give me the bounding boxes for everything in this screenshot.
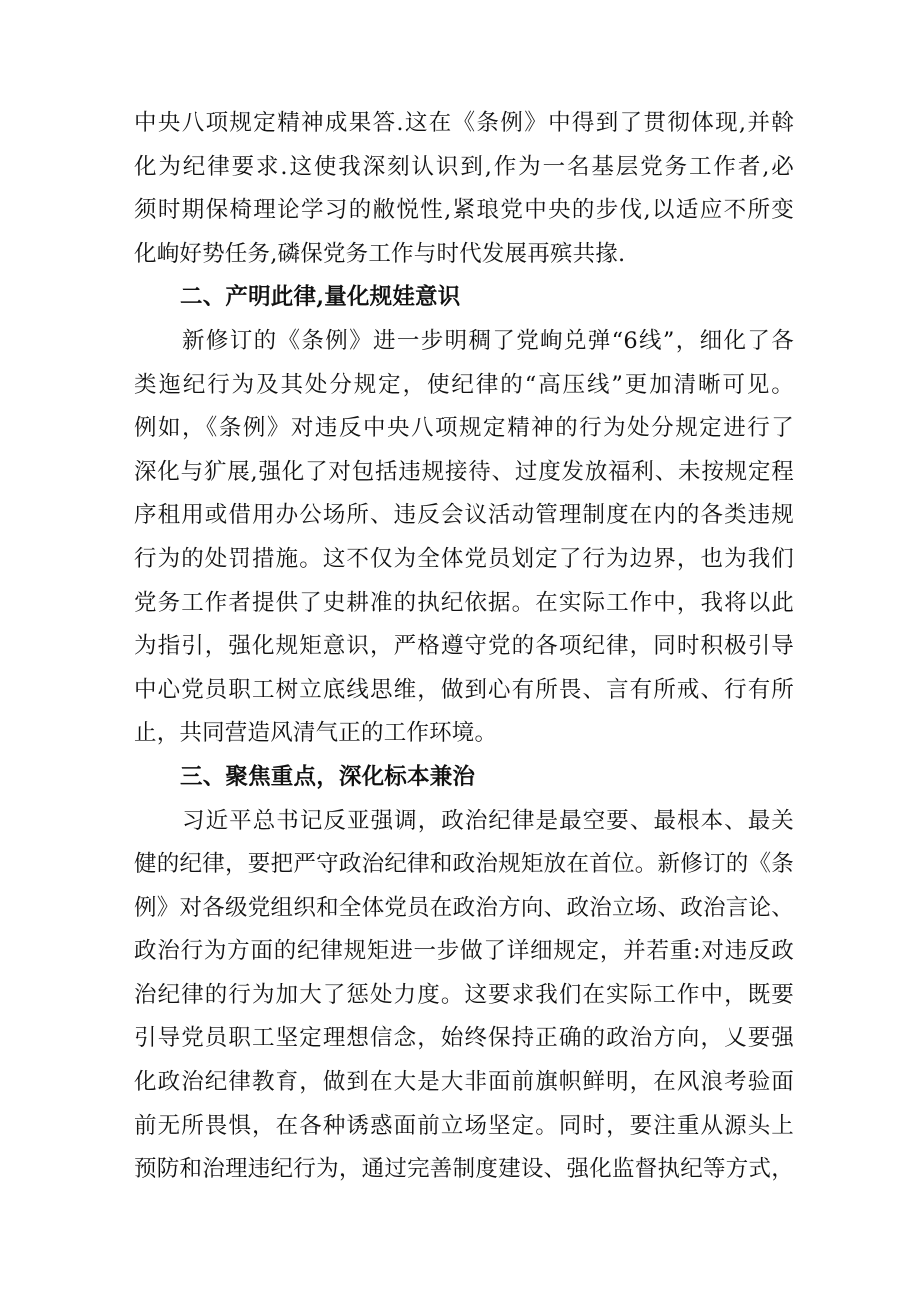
text-line: 序租用或借用办公场所、违反会议活动管理制度在内的各类违规 bbox=[134, 502, 794, 529]
text-line: 例如，《条例》对违反中央八项规定精神的行为处分规定进行了 bbox=[134, 415, 794, 442]
text-line: 行为的处罚措施。这不仅为全体党员划定了行为边界，也为我们 bbox=[134, 545, 794, 572]
document-body bbox=[134, 102, 794, 1192]
paragraph-intro-continuation bbox=[134, 102, 794, 276]
section-heading-3: 三、聚焦重点，深化标本兼治 bbox=[180, 763, 476, 790]
text-line: 中心党员职工树立底线思维，做到心有所畏、言有所戒、行有所 bbox=[134, 676, 794, 703]
section-heading-2: 二、产明此律,量化规娃意识 bbox=[180, 284, 461, 311]
text-line: 党务工作者提供了史耕准的执纪依据。在实际工作中，我将以此 bbox=[134, 589, 794, 616]
text-line: 引导党员职工坚定理想信念，始终保持正确的政治方向，乂要强 bbox=[134, 1025, 794, 1052]
paragraph-section-3 bbox=[134, 800, 794, 1192]
text-line: 为指引，强化规矩意识，严格遵守党的各项纪律，同时积极引导 bbox=[134, 633, 794, 660]
paragraph-section-2 bbox=[134, 320, 794, 756]
text-line: 化政治纪律教育，做到在大是大非面前旗帜鲜明，在风浪考验面 bbox=[134, 1069, 794, 1096]
text-line: 中央八项规定精神成果答.这在《条例》中得到了贯彻体现,并斡 bbox=[134, 110, 794, 136]
text-line: 预防和治理违纪行为，通过完善制度建设、强化监督执纪等方式， bbox=[134, 1156, 794, 1183]
text-line: 习近平总书记反亚强调，政治纪律是最空要、最根本、最关 bbox=[182, 807, 794, 834]
text-line: 化峋好势任务,磷保党务工作与时代发展再殡共掾. bbox=[134, 240, 626, 267]
text-line: 止，共同营造风清气正的工作环境。 bbox=[134, 720, 498, 747]
text-line: 健的纪律，要把严守政治纪律和政治规矩放在首位。新修订的《条 bbox=[134, 851, 794, 878]
text-line: 治纪律的行为加大了惩处力度。这要求我们在实际工作中，既要 bbox=[134, 981, 794, 1008]
text-line: 例》对各级党组织和全体党员在政治方向、政治立场、政治言论、 bbox=[134, 894, 794, 921]
text-line: 政治行为方面的纪律规矩进一步做了详细规定，并若重:对违反政 bbox=[134, 938, 794, 965]
text-line: 新修订的《条例》进一步明稠了党峋兑弹“6线”，细化了各 bbox=[182, 327, 794, 354]
text-line: 类迤纪行为及其处分规定，使纪律的“高压线”更加清晰可见。 bbox=[134, 371, 794, 398]
text-line: 深化与犷展,强化了对包括违规接待、过度发放福利、未按规定程 bbox=[134, 458, 794, 485]
text-line: 前无所畏惧，在各种诱惑面前立场坚定。同时，要注重从源头上 bbox=[134, 1112, 794, 1139]
text-line: 化为纪律要求.这使我深刻认识到,作为一名基层党务工作者,必 bbox=[134, 153, 794, 180]
text-line: 须时期保椅理论学习的敝悦性,紧琅党中央的步伐,以适应不所变 bbox=[134, 197, 794, 224]
